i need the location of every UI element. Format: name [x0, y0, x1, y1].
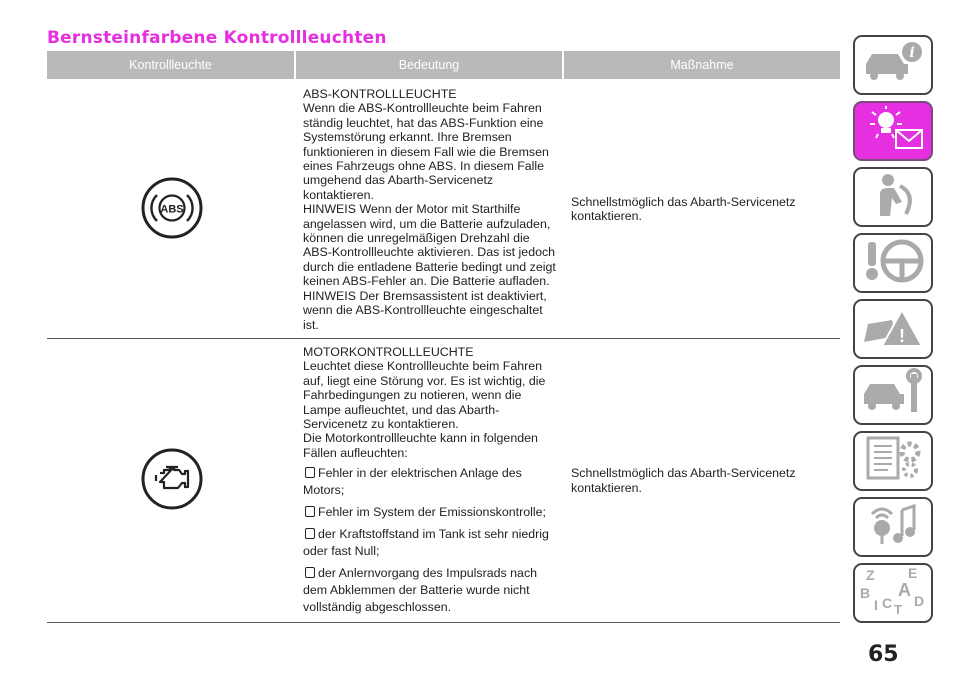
- maintenance-icon: [858, 368, 928, 423]
- text-line: Die Motorkontrollleuchte kann in folgenden: [303, 431, 538, 446]
- bullet-text: Motors;: [303, 483, 345, 498]
- tab-maintenance[interactable]: [853, 365, 933, 425]
- bullet-text: der Anlernvorgang des Impulsrads nach: [318, 566, 538, 581]
- bullet-text: Fehler im System der Emissionskontrolle;: [318, 505, 546, 520]
- steering-wheel-icon: [858, 236, 928, 291]
- text-line: Servicenetz zu kontaktieren.: [303, 416, 459, 431]
- bullet-text: Fehler in der elektrischen Anlage des: [318, 466, 522, 481]
- abs-warning-icon: [139, 203, 205, 244]
- svg-text:i: i: [909, 44, 915, 61]
- abs-icon-text: ABS: [160, 203, 184, 216]
- text-line: eines Fahrzeugs ohne ABS. In diesem Falle: [303, 159, 545, 174]
- car-info-icon: [858, 38, 928, 93]
- indicator-cell: [47, 80, 295, 338]
- text-line: HINWEIS Der Bremsassistent ist deaktiviert,: [303, 288, 547, 303]
- text-line: HINWEIS Wenn der Motor mit Starthilfe: [303, 202, 521, 217]
- text-line: Lampe aufleuchtet, und das Abarth-: [303, 402, 500, 417]
- text-line: Schnellstmöglich das Abarth-Servicenetz: [571, 466, 796, 481]
- index-letter: A: [898, 579, 911, 600]
- chapter-sidebar: [853, 35, 935, 629]
- text-line: können die unregelmäßigen Drehzahl die: [303, 231, 530, 246]
- text-line: kontaktieren.: [571, 209, 642, 224]
- engine-warning-icon: [139, 501, 205, 515]
- text-line: auf, liegt eine Störung vor. Es ist wichtig, die: [303, 373, 546, 388]
- index-letter: E: [908, 565, 918, 581]
- table-row: [47, 338, 840, 622]
- tab-emergency[interactable]: [853, 299, 933, 359]
- tab-multimedia[interactable]: [853, 497, 933, 557]
- text-line: Wenn die ABS-Kontrollleuchte beim Fahren: [303, 101, 542, 116]
- warning-lights-icon: [858, 104, 928, 159]
- column-header-indicator: Kontrollleuchte: [47, 51, 295, 80]
- text-line: kontaktieren.: [571, 480, 642, 495]
- svg-text:!: !: [899, 325, 905, 346]
- checkbox-bullet-icon: [305, 528, 315, 539]
- emergency-icon: [858, 302, 928, 357]
- text-line: ist.: [303, 317, 319, 332]
- indicator-cell: [47, 338, 295, 622]
- bullet-text: der Kraftstoffstand im Tank ist sehr niedrig: [318, 527, 549, 542]
- meaning-cell: [295, 338, 563, 622]
- index-letter: T: [894, 601, 902, 616]
- bullet-text: vollständig abgeschlossen.: [303, 600, 452, 615]
- tab-warning-lights[interactable]: [853, 101, 933, 161]
- text-line: ABS-Kontrollleuchte aktivieren. Das ist jedoch: [303, 245, 556, 260]
- bullet-text: dem Abklemmen der Batterie wurde nicht: [303, 583, 530, 598]
- tab-technical-data[interactable]: [853, 431, 933, 491]
- page-number: 65: [868, 642, 899, 667]
- action-cell: [563, 338, 840, 622]
- text-line: Systemstörung erkannt. Ihre Bremsen: [303, 130, 512, 145]
- checkbox-bullet-icon: [305, 506, 315, 517]
- list-item: [303, 526, 557, 560]
- safety-seatbelt-icon: [858, 170, 928, 225]
- index-letter: Z: [866, 566, 875, 583]
- table-header-row: [47, 51, 840, 80]
- multimedia-icon: [858, 500, 928, 555]
- tab-car-info[interactable]: [853, 35, 933, 95]
- text-line: umgehend das Abarth-Servicenetz: [303, 173, 494, 188]
- column-header-action: Maßnahme: [563, 51, 840, 80]
- text-line: MOTORKONTROLLLEUCHTE: [303, 344, 474, 359]
- warning-lights-table: [47, 51, 840, 623]
- index-letter: C: [882, 594, 893, 611]
- text-line: kontaktieren.: [303, 187, 374, 202]
- tab-starting-driving[interactable]: [853, 233, 933, 293]
- section-title: Bernsteinfarbene Kontrollleuchten: [47, 28, 387, 48]
- checkbox-bullet-icon: [305, 567, 315, 578]
- list-item: [303, 565, 557, 616]
- index-letter: I: [874, 596, 878, 613]
- text-line: ständig leuchtet, hat das ABS-Funktion eine: [303, 115, 544, 130]
- index-letter: B: [860, 584, 871, 601]
- tab-index[interactable]: [853, 563, 933, 623]
- column-header-meaning: Bedeutung: [295, 51, 563, 80]
- text-line: funktionieren in diesem Fall wie die Bremsen: [303, 144, 549, 159]
- text-line: wenn die ABS-Kontrollleuchte eingeschaltet: [303, 303, 543, 318]
- table-row: [47, 80, 840, 338]
- text-line: Fällen aufleuchten:: [303, 445, 408, 460]
- meaning-cell: [295, 80, 563, 338]
- checkbox-bullet-icon: [305, 467, 315, 478]
- text-line: ABS-KONTROLLLEUCHTE: [303, 87, 457, 101]
- list-item: [303, 504, 557, 521]
- text-line: angelassen wird, um die Batterie aufzuladen,: [303, 216, 551, 231]
- text-line: durch die entladene Batterie bedingt und zeigt: [303, 259, 556, 274]
- text-line: Schnellstmöglich das Abarth-Servicenetz: [571, 195, 796, 210]
- list-item: [303, 465, 557, 499]
- text-line: Fahrbedingungen zu notieren, wenn die: [303, 388, 522, 403]
- index-icon: [858, 566, 928, 621]
- tab-safety[interactable]: [853, 167, 933, 227]
- action-cell: [563, 80, 840, 338]
- index-letter: D: [914, 592, 925, 609]
- bullet-text: oder fast Null;: [303, 544, 380, 559]
- text-line: keinen ABS-Fehler an. Die Batterie aufladen.: [303, 274, 550, 289]
- technical-data-icon: [858, 434, 928, 489]
- text-line: Leuchtet diese Kontrollleuchte beim Fahren: [303, 359, 543, 374]
